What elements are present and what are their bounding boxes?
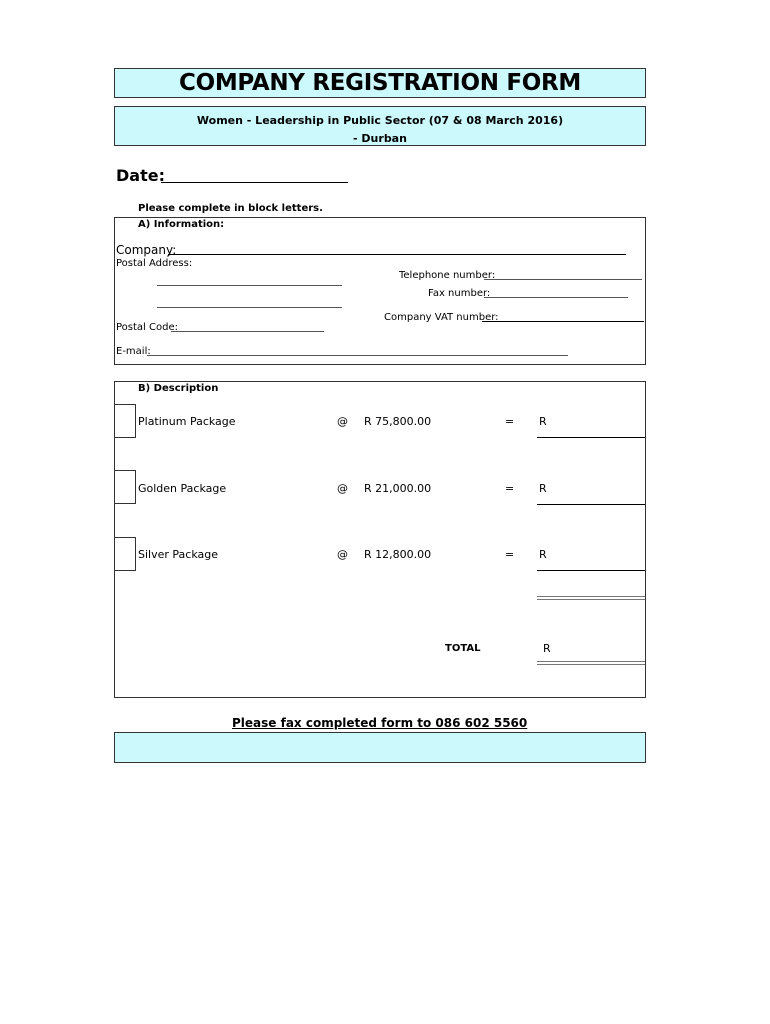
golden-package-name: Golden Package <box>138 482 227 495</box>
description-section <box>114 381 646 698</box>
event-banner <box>114 106 646 146</box>
golden-checkbox[interactable] <box>114 470 136 504</box>
fax-label: Fax number: <box>428 288 491 299</box>
platinum-checkbox[interactable] <box>114 404 136 438</box>
event-location: - Durban <box>353 132 407 145</box>
platinum-equals: = <box>505 415 515 428</box>
platinum-at-symbol: @ <box>337 415 348 428</box>
total-label: TOTAL <box>445 643 481 654</box>
date-label: Date: <box>116 166 165 185</box>
postal-code-label: Postal Code: <box>116 322 178 333</box>
event-name: Women - Leadership in Public Sector (07 & 08 March 2016) <box>196 114 564 127</box>
platinum-price: R 75,800.00 <box>364 415 432 428</box>
silver-at-symbol: @ <box>337 548 348 561</box>
silver-checkbox[interactable] <box>114 537 136 571</box>
section-b-heading: B) Description <box>138 383 219 394</box>
postal-address-line-1[interactable] <box>157 285 342 286</box>
platinum-currency: R <box>539 415 547 428</box>
silver-equals: = <box>505 548 515 561</box>
silver-currency: R <box>539 548 547 561</box>
platinum-amount-field[interactable] <box>537 437 645 438</box>
footer-banner <box>114 732 646 763</box>
subtotal-line <box>537 596 645 600</box>
postal-code-field[interactable] <box>171 331 324 332</box>
total-amount-field[interactable] <box>537 661 645 665</box>
golden-equals: = <box>505 482 515 495</box>
total-currency: R <box>543 642 551 655</box>
silver-price: R 12,800.00 <box>364 548 432 561</box>
section-a-heading: A) Information: <box>138 219 225 230</box>
golden-at-symbol: @ <box>337 482 348 495</box>
vat-field[interactable] <box>482 321 644 322</box>
telephone-field[interactable] <box>484 279 642 280</box>
telephone-label: Telephone number: <box>399 270 496 281</box>
golden-amount-field[interactable] <box>537 504 645 505</box>
platinum-package-name: Platinum Package <box>138 415 236 428</box>
instructions-text: Please complete in block letters. <box>138 203 323 214</box>
golden-price: R 21,000.00 <box>364 482 432 495</box>
email-field[interactable] <box>147 355 568 356</box>
company-label: Company: <box>116 243 177 257</box>
fax-field[interactable] <box>484 297 628 298</box>
form-title: COMPANY REGISTRATION FORM <box>114 68 646 98</box>
golden-currency: R <box>539 482 547 495</box>
silver-package-name: Silver Package <box>138 548 218 561</box>
date-field[interactable] <box>161 182 348 183</box>
silver-amount-field[interactable] <box>537 570 645 571</box>
company-field[interactable] <box>168 254 626 255</box>
postal-address-label: Postal Address: <box>116 258 193 269</box>
vat-label: Company VAT number: <box>384 312 499 323</box>
postal-address-line-2[interactable] <box>157 307 342 308</box>
email-label: E-mail: <box>116 346 151 357</box>
information-section <box>114 217 646 365</box>
fax-instruction: Please fax completed form to 086 602 5560 <box>232 716 528 730</box>
